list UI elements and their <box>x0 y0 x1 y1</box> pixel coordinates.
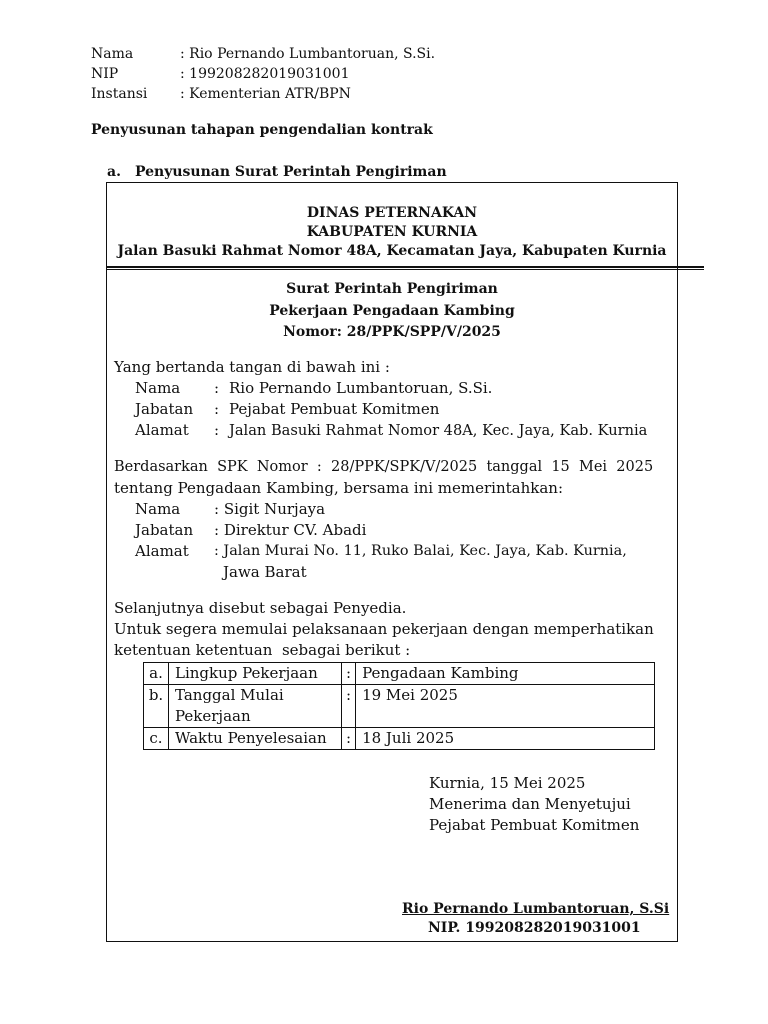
signer-nama-value: Rio Pernando Lumbantoruan, S.Si. <box>229 379 493 397</box>
signature-nip: NIP. 199208282019031001 <box>428 920 641 936</box>
closing-line3: ketentuan ketentuan sebagai berikut : <box>114 641 411 659</box>
row-separator: : <box>342 685 356 728</box>
basis-line1: Berdasarkan SPK Nomor : 28/PPK/SPK/V/2025 tanggal 15 Mei 2025 <box>114 459 654 475</box>
recipient-jabatan-value: : Direktur CV. Abadi <box>214 521 367 539</box>
row-number: a. <box>144 663 169 685</box>
row-separator: : <box>342 728 356 750</box>
terms-table <box>143 662 655 750</box>
header-nip-label: NIP <box>91 66 119 82</box>
header-nama-value: : Rio Pernando Lumbantoruan, S.Si. <box>180 46 436 62</box>
header-instansi-value: : Kementerian ATR/BPN <box>180 86 351 102</box>
row-item <box>169 685 342 728</box>
signer-nama-label: Nama <box>135 379 181 397</box>
closing-line1: Selanjutnya disebut sebagai Penyedia. <box>114 599 407 617</box>
subsection-marker: a. <box>107 164 121 180</box>
header-nip-value: : 199208282019031001 <box>180 66 350 82</box>
table-row <box>144 663 655 685</box>
row-item-line1: Tanggal Mulai <box>175 686 284 704</box>
letterhead-line2: KABUPATEN KURNIA <box>306 224 478 240</box>
row-value: Pengadaan Kambing <box>356 663 655 685</box>
letter-title-line1: Surat Perintah Pengiriman <box>286 281 498 297</box>
signer-alamat-label: Alamat <box>135 421 189 439</box>
recipient-jabatan-label: Jabatan <box>135 521 194 539</box>
table-row <box>144 728 655 750</box>
signature-place-date: Kurnia, 15 Mei 2025 <box>429 774 586 792</box>
basis-line2: tentang Pengadaan Kambing, bersama ini memerintahkan: <box>114 479 564 497</box>
recipient-nama-label: Nama <box>135 500 181 518</box>
letterhead-line1: DINAS PETERNAKAN <box>306 205 478 221</box>
row-number: c. <box>144 728 169 750</box>
signer-alamat-sep: : <box>214 421 220 439</box>
letterhead-rule-thick <box>106 266 704 268</box>
signer-jabatan-value: Pejabat Pembuat Komitmen <box>229 400 440 418</box>
signer-nama-sep: : <box>214 379 220 397</box>
closing-line2: Untuk segera memulai pelaksanaan pekerjaan dengan memperhatikan <box>114 620 654 638</box>
row-value: 19 Mei 2025 <box>356 685 655 728</box>
section-title: Penyusunan tahapan pengendalian kontrak <box>91 122 433 138</box>
signature-position: Pejabat Pembuat Komitmen <box>429 816 640 834</box>
letterhead-rule-thin <box>106 269 704 270</box>
row-value: 18 Juli 2025 <box>356 728 655 750</box>
signer-alamat-value: Jalan Basuki Rahmat Nomor 48A, Kec. Jaya, Kab. Kurnia <box>229 422 648 439</box>
signature-approval: Menerima dan Menyetujui <box>429 795 631 813</box>
signer-jabatan-sep: : <box>214 400 220 418</box>
signer-intro: Yang bertanda tangan di bawah ini : <box>114 358 390 376</box>
letter-title-line2: Pekerjaan Pengadaan Kambing <box>269 303 515 319</box>
row-item: Waktu Penyelesaian <box>169 728 342 750</box>
recipient-alamat-value: : Jalan Murai No. 11, Ruko Balai, Kec. Jaya, Kab. Kurnia, <box>214 543 627 559</box>
row-number: b. <box>144 685 169 728</box>
letter-title-line3: Nomor: 28/PPK/SPP/V/2025 <box>283 324 501 340</box>
row-item-line2: Pekerjaan <box>175 707 251 725</box>
recipient-alamat-cont: Jawa Barat <box>223 563 307 581</box>
signer-jabatan-label: Jabatan <box>135 400 194 418</box>
subsection-title: Penyusunan Surat Perintah Pengiriman <box>135 164 447 180</box>
recipient-nama-value: : Sigit Nurjaya <box>214 500 326 518</box>
header-instansi-label: Instansi <box>91 86 148 102</box>
table-row <box>144 685 655 728</box>
header-nama-label: Nama <box>91 46 134 62</box>
row-separator: : <box>342 663 356 685</box>
signature-name: Rio Pernando Lumbantoruan, S.Si <box>402 901 670 917</box>
letterhead-line3: Jalan Basuki Rahmat Nomor 48A, Kecamatan Jaya, Kabupaten Kurnia <box>117 243 667 259</box>
row-item: Lingkup Pekerjaan <box>169 663 342 685</box>
recipient-alamat-label: Alamat <box>135 542 189 560</box>
